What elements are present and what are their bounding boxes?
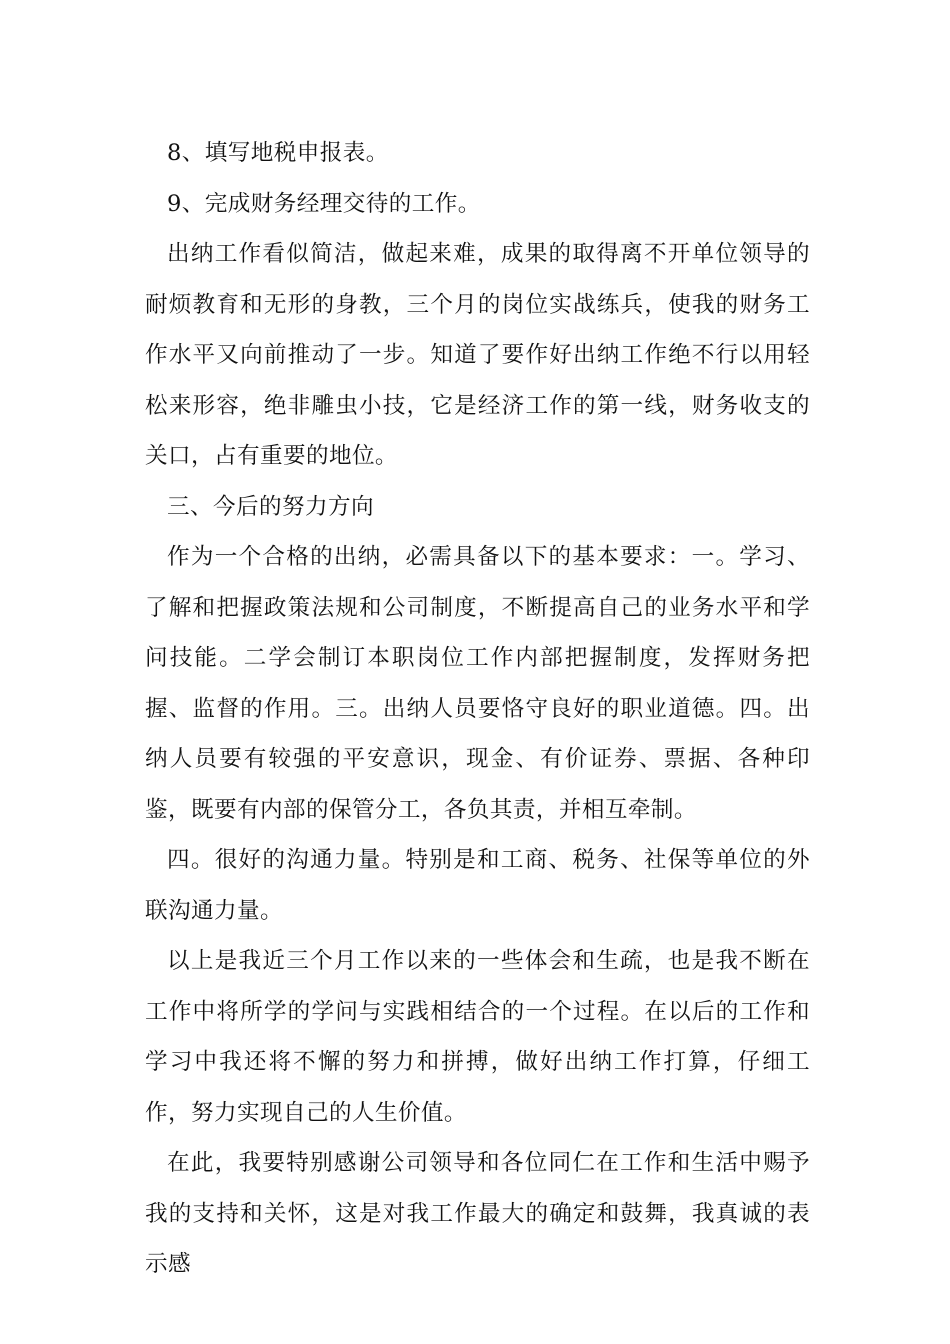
list-item-9: 9、完成财务经理交待的工作。: [167, 190, 481, 217]
paragraph-cashier-summary: 出纳工作看似简洁，做起来难，成果的取得离不开单位领导的耐烦教育和无形的身教，三个月的岗位实战练兵，使我的财务工作水平又向前推动了一步。知道了要作好出纳工作绝不行以用轻松来形容，绝非雕虫小技，它是经济工作的第一线，财务收支的关口，占有重要的地位。: [145, 241, 810, 469]
paragraph-thanks: 在此，我要特别感谢公司领导和各位同仁在工作和生活中赐予我的支持和关怀，这是对我工作最大的确定和鼓舞，我真诚的表示感: [145, 1150, 810, 1277]
paragraph-communication: 四。很好的沟通力量。特别是和工商、税务、社保等单位的外联沟通力量。: [145, 847, 810, 924]
paragraph-requirements: 作为一个合格的出纳，必需具备以下的基本要求：一。学习、了解和把握政策法规和公司制度，不断提高自己的业务水平和学问技能。二学会制订本职岗位工作内部把握制度，发挥财务把握、监督的作用。三。出纳人员要恪守良好的职业道德。四。出纳人员要有较强的平安意识，现金、有价证券、票据、各种印鉴，既要有内部的保管分工，各负其责，并相互牵制。: [145, 544, 810, 823]
document-body: [145, 128, 810, 1290]
section-heading-future-direction: 三、今后的努力方向: [167, 493, 374, 520]
paragraph-reflection: 以上是我近三个月工作以来的一些体会和生疏，也是我不断在工作中将所学的学问与实践相结合的一个过程。在以后的工作和学习中我还将不懈的努力和拼搏，做好出纳工作打算，仔细工作，努力实现自己的人生价值。: [145, 948, 810, 1126]
list-item-8: 8、填写地税申报表。: [167, 140, 389, 166]
